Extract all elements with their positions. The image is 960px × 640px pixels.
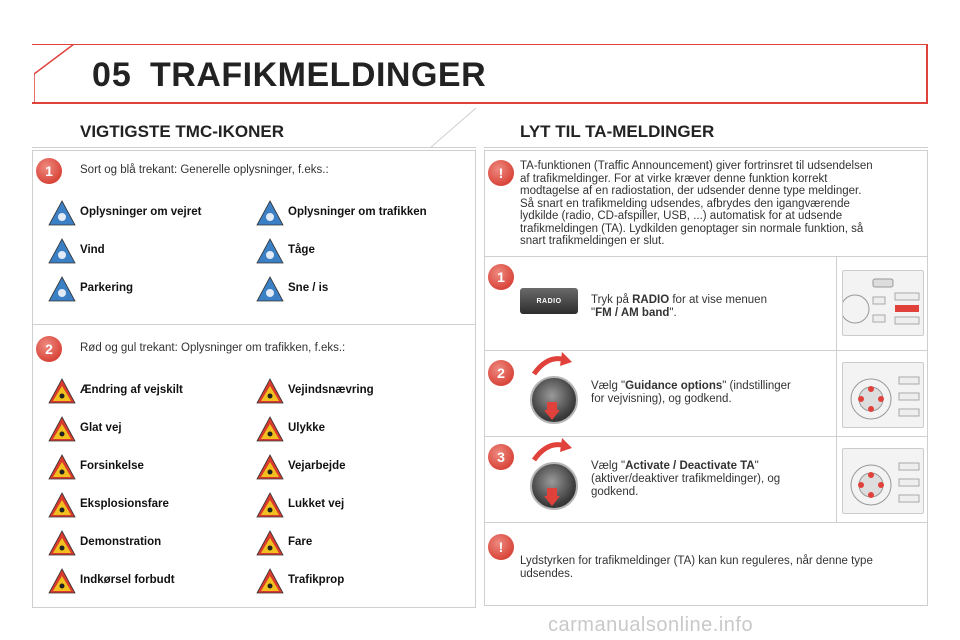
ta-step-badge-1: 1: [488, 264, 514, 290]
icon-label: Forsinkelse: [80, 460, 144, 472]
text-line: modtagelse af en radiostation, der udsender denne type meldinger.: [520, 185, 862, 197]
icon-label: Oplysninger om vejret: [80, 206, 202, 218]
text-line: lydkilde (radio, CD-afspiller, USB, ...) automatisk for at udsende: [520, 210, 843, 222]
icon-label: Parkering: [80, 282, 134, 294]
warning-badge-bottom: !: [488, 534, 514, 560]
traffic-jam-icon: [256, 568, 284, 594]
closed-road-icon: [256, 492, 284, 518]
road-narrowing-icon: [256, 378, 284, 404]
icon-label: Sne / is: [288, 282, 329, 294]
radio-panel-image-3: [842, 448, 924, 514]
page-title: TRAFIKMELDINGER: [150, 56, 487, 94]
text-line: trafikmeldingen (TA). Lydkilden genoptager sin normale funktion, så: [520, 222, 864, 235]
header-corner: [34, 44, 94, 104]
sign-change-icon: [48, 378, 76, 404]
ta-step-badge-3: 3: [488, 444, 514, 470]
watermark: carmanualsonline.info: [548, 614, 754, 636]
radio-button[interactable]: RADIO: [520, 288, 578, 314]
danger-icon: [256, 530, 284, 556]
wind-icon: [48, 238, 76, 264]
icon-label: Eksplosionsfare: [80, 498, 169, 510]
fog-icon: [256, 238, 284, 264]
icon-label: Lukket vej: [288, 498, 345, 510]
snow-icon: [256, 276, 284, 302]
ta-step-badge-2: 2: [488, 360, 514, 386]
text-line: Så snart en trafikmelding udsendes, afbrydes den igangværende: [520, 197, 850, 210]
text-line: af trafikmeldinger. For at virke kræver denne funktion korrekt: [520, 172, 828, 185]
accident-icon: [256, 416, 284, 442]
radio-panel-image-1: [842, 270, 924, 336]
warning-badge-top: !: [488, 160, 514, 186]
explosion-icon: [48, 492, 76, 518]
no-entry-icon: [48, 568, 76, 594]
demonstration-icon: [48, 530, 76, 556]
icon-label: Tåge: [288, 244, 315, 256]
icon-label: Trafikprop: [288, 574, 345, 586]
icon-label: Indkørsel forbudt: [80, 574, 175, 586]
icon-label: Oplysninger om trafikken: [288, 206, 427, 218]
right-section-title: LYT TIL TA-MELDINGER: [520, 122, 715, 141]
icon-label: Demonstration: [80, 536, 162, 548]
radio-panel-image-2: [842, 362, 924, 428]
icon-label: Ulykke: [288, 422, 326, 434]
ta-step3-text: Vælg "Activate / Deactivate TA" (aktiver/deaktiver trafikmeldinger), og godkend.: [591, 460, 781, 498]
text-line: TA-funktionen (Traffic Announcement) giver fortrinsret til udsendelsen: [520, 160, 873, 172]
text-line: Lydstyrken for trafikmeldinger (TA) kan kun reguleres, når denne type: [520, 555, 873, 567]
icon-label: Glat vej: [80, 422, 122, 434]
parking-icon: [48, 276, 76, 302]
ta-step1-text: Tryk på RADIO for at vise menuen "FM / AM band".: [591, 294, 767, 319]
right-divider-1: [484, 256, 928, 257]
rotate-arrow-icon: [528, 350, 574, 380]
left-section-header: [32, 108, 476, 148]
icon-label: Ændring af vejskilt: [80, 384, 183, 396]
chapter-number: 05: [92, 56, 132, 94]
left-header-slash: [430, 108, 478, 150]
delay-icon: [48, 454, 76, 480]
icon-label: Vejarbejde: [288, 460, 346, 472]
text-line: snart trafikmeldingen er slut.: [520, 235, 665, 247]
right-divider-4: [484, 522, 928, 523]
press-arrow-icon: [544, 402, 560, 422]
left-divider: [32, 324, 476, 325]
weather-icon: [48, 200, 76, 226]
slippery-road-icon: [48, 416, 76, 442]
roadworks-icon: [256, 454, 284, 480]
info-icon: [256, 200, 284, 226]
step1-text: Sort og blå trekant: Generelle oplysninger, f.eks.:: [80, 164, 329, 176]
press-arrow-icon: [544, 488, 560, 508]
text-line: udsendes.: [520, 567, 574, 580]
step-badge-1: 1: [36, 158, 62, 184]
right-section-header: [484, 108, 928, 148]
step-badge-2: 2: [36, 336, 62, 362]
icon-label: Fare: [288, 536, 313, 548]
ta-step2-text: Vælg "Guidance options" (indstillinger for vejvisning), og godkend.: [591, 380, 791, 405]
left-section-title: VIGTIGSTE TMC-IKONER: [80, 122, 284, 141]
step2-text: Rød og gul trekant: Oplysninger om trafikken, f.eks.:: [80, 342, 346, 354]
icon-label: Vejindsnævring: [288, 384, 374, 396]
icon-label: Vind: [80, 244, 105, 256]
right-vdivider: [836, 256, 837, 522]
rotate-arrow-icon: [528, 436, 574, 466]
